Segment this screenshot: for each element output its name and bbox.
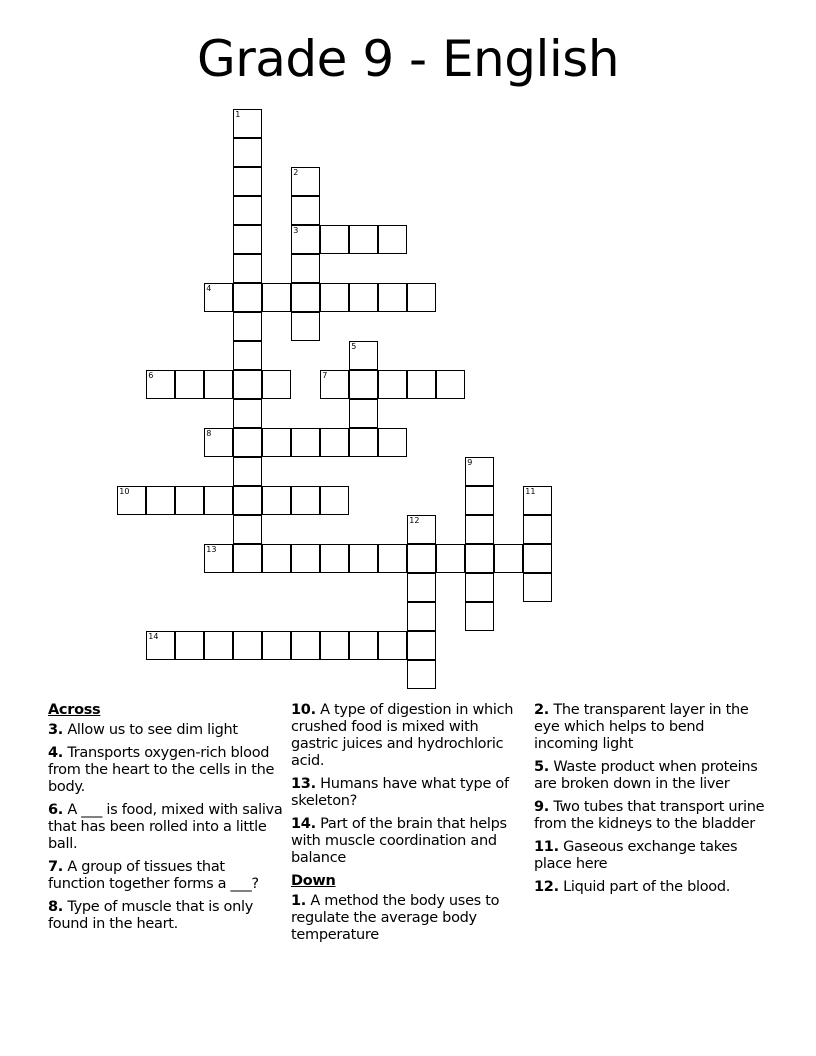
grid-cell[interactable] [233, 486, 262, 515]
grid-cell[interactable] [146, 631, 175, 660]
grid-cell[interactable] [233, 631, 262, 660]
cell-number: 10 [119, 487, 130, 497]
grid-cell[interactable] [378, 225, 407, 254]
clue-across-10 [291, 702, 526, 770]
clue-across-6 [48, 802, 283, 853]
grid-cell[interactable] [378, 631, 407, 660]
grid-cell[interactable] [262, 370, 291, 399]
grid-cell[interactable] [465, 486, 494, 515]
clues-column-3 [534, 702, 769, 902]
clue-down-12 [534, 879, 769, 896]
cell-number: 7 [322, 371, 328, 381]
grid-cell[interactable] [291, 254, 320, 283]
grid-cell[interactable] [175, 486, 204, 515]
grid-cell[interactable] [465, 457, 494, 486]
grid-cell[interactable] [349, 283, 378, 312]
grid-cell[interactable] [407, 631, 436, 660]
clues-column-2 [291, 702, 526, 950]
clue-across-13 [291, 776, 526, 810]
down-heading: Down [291, 873, 336, 889]
grid-cell[interactable] [291, 312, 320, 341]
grid-cell[interactable] [233, 370, 262, 399]
grid-cell[interactable] [407, 544, 436, 573]
grid-cell[interactable] [349, 370, 378, 399]
clues-column-1 [48, 702, 283, 939]
clue-number: 3. [48, 722, 63, 738]
clue-text: The transparent layer in the eye which helps to bend incoming light [534, 702, 749, 752]
grid-cell[interactable] [523, 573, 552, 602]
clue-across-7 [48, 859, 283, 893]
grid-cell[interactable] [349, 399, 378, 428]
grid-cell[interactable] [146, 370, 175, 399]
grid-cell[interactable] [349, 428, 378, 457]
grid-cell[interactable] [378, 428, 407, 457]
grid-cell[interactable] [262, 428, 291, 457]
clue-down-5 [534, 759, 769, 793]
grid-cell[interactable] [291, 631, 320, 660]
grid-cell[interactable] [349, 631, 378, 660]
grid-cell[interactable] [204, 370, 233, 399]
cell-number: 6 [148, 371, 154, 381]
clue-number: 9. [534, 799, 549, 815]
grid-cell[interactable] [233, 225, 262, 254]
grid-cell[interactable] [233, 196, 262, 225]
grid-cell[interactable] [320, 225, 349, 254]
grid-cell[interactable] [233, 312, 262, 341]
grid-cell[interactable] [407, 602, 436, 631]
clue-text: A group of tissues that function together forms a ___? [48, 859, 259, 892]
clue-text: A ___ is food, mixed with saliva that has been rolled into a little ball. [48, 802, 283, 852]
grid-cell[interactable] [320, 486, 349, 515]
cell-number: 1 [235, 110, 241, 120]
clue-text: Two tubes that transport urine from the kidneys to the bladder [534, 799, 765, 832]
clue-number: 13. [291, 776, 316, 792]
grid-cell[interactable] [117, 486, 146, 515]
grid-cell[interactable] [233, 544, 262, 573]
clue-number: 1. [291, 893, 306, 909]
grid-cell[interactable] [175, 370, 204, 399]
clue-across-4 [48, 745, 283, 796]
clue-number: 7. [48, 859, 63, 875]
grid-cell[interactable] [465, 602, 494, 631]
grid-cell[interactable] [378, 283, 407, 312]
grid-cell[interactable] [233, 428, 262, 457]
grid-cell[interactable] [465, 573, 494, 602]
page-title: Grade 9 - English [196, 30, 620, 88]
grid-cell[interactable] [465, 544, 494, 573]
clue-number: 5. [534, 759, 549, 775]
grid-cell[interactable] [204, 486, 233, 515]
grid-cell[interactable] [407, 573, 436, 602]
grid-cell[interactable] [233, 167, 262, 196]
clue-down-9 [534, 799, 769, 833]
grid-cell[interactable] [146, 486, 175, 515]
cell-number: 4 [206, 284, 212, 294]
clue-text: Liquid part of the blood. [563, 879, 731, 895]
clue-number: 6. [48, 802, 63, 818]
grid-cell[interactable] [407, 660, 436, 689]
clue-text: A type of digestion in which crushed food is mixed with gastric juices and hydrochloric acid. [291, 702, 514, 769]
grid-cell[interactable] [378, 370, 407, 399]
clue-down-11 [534, 839, 769, 873]
grid-cell[interactable] [320, 283, 349, 312]
grid-cell[interactable] [407, 283, 436, 312]
grid-cell[interactable] [204, 428, 233, 457]
grid-cell[interactable] [204, 283, 233, 312]
grid-cell[interactable] [291, 283, 320, 312]
clue-text: Transports oxygen-rich blood from the heart to the cells in the body. [48, 745, 275, 795]
grid-cell[interactable] [291, 225, 320, 254]
clue-number: 8. [48, 899, 63, 915]
clue-text: Part of the brain that helps with muscle coordination and balance [291, 816, 507, 866]
grid-cell[interactable] [349, 544, 378, 573]
clue-number: 4. [48, 745, 63, 761]
cell-number: 14 [148, 632, 159, 642]
grid-cell[interactable] [523, 515, 552, 544]
grid-cell[interactable] [320, 428, 349, 457]
grid-cell[interactable] [436, 370, 465, 399]
grid-cell[interactable] [349, 225, 378, 254]
grid-cell[interactable] [262, 486, 291, 515]
clue-text: Waste product when proteins are broken down in the liver [534, 759, 758, 792]
grid-cell[interactable] [233, 457, 262, 486]
grid-cell[interactable] [233, 109, 262, 138]
grid-cell[interactable] [233, 283, 262, 312]
grid-cell[interactable] [378, 544, 407, 573]
grid-cell[interactable] [291, 428, 320, 457]
cell-number: 5 [351, 342, 357, 352]
clue-number: 2. [534, 702, 549, 718]
clue-text: Humans have what type of skeleton? [291, 776, 509, 809]
clue-text: Allow us to see dim light [67, 722, 238, 738]
across-heading: Across [48, 702, 101, 718]
grid-cell[interactable] [233, 138, 262, 167]
cell-number: 13 [206, 545, 217, 555]
clue-number: 11. [534, 839, 559, 855]
clue-text: Gaseous exchange takes place here [534, 839, 738, 872]
grid-cell[interactable] [349, 341, 378, 370]
clue-across-14 [291, 816, 526, 867]
grid-cell[interactable] [523, 544, 552, 573]
cell-number: 8 [206, 429, 212, 439]
grid-cell[interactable] [465, 515, 494, 544]
grid-cell[interactable] [291, 544, 320, 573]
cell-number: 12 [409, 516, 420, 526]
grid-cell[interactable] [262, 631, 291, 660]
clue-down-1 [291, 893, 526, 944]
grid-cell[interactable] [262, 283, 291, 312]
grid-cell[interactable] [320, 544, 349, 573]
clue-down-2 [534, 702, 769, 753]
grid-cell[interactable] [204, 544, 233, 573]
grid-cell[interactable] [436, 544, 465, 573]
clue-text: A method the body uses to regulate the average body temperature [291, 893, 500, 943]
clue-text: Type of muscle that is only found in the heart. [48, 899, 254, 932]
clue-across-3 [48, 722, 283, 739]
grid-cell[interactable] [523, 486, 552, 515]
clue-number: 12. [534, 879, 559, 895]
clue-number: 10. [291, 702, 316, 718]
grid-cell[interactable] [175, 631, 204, 660]
grid-cell[interactable] [233, 254, 262, 283]
grid-cell[interactable] [291, 196, 320, 225]
grid-cell[interactable] [291, 486, 320, 515]
grid-cell[interactable] [233, 399, 262, 428]
grid-cell[interactable] [262, 544, 291, 573]
cell-number: 9 [467, 458, 473, 468]
grid-cell[interactable] [291, 167, 320, 196]
grid-cell[interactable] [233, 341, 262, 370]
grid-cell[interactable] [233, 515, 262, 544]
grid-cell[interactable] [494, 544, 523, 573]
grid-cell[interactable] [204, 631, 233, 660]
cell-number: 2 [293, 168, 299, 178]
clue-across-8 [48, 899, 283, 933]
grid-cell[interactable] [407, 370, 436, 399]
grid-cell[interactable] [407, 515, 436, 544]
clue-number: 14. [291, 816, 316, 832]
cell-number: 3 [293, 226, 299, 236]
grid-cell[interactable] [320, 631, 349, 660]
cell-number: 11 [525, 487, 536, 497]
grid-cell[interactable] [320, 370, 349, 399]
